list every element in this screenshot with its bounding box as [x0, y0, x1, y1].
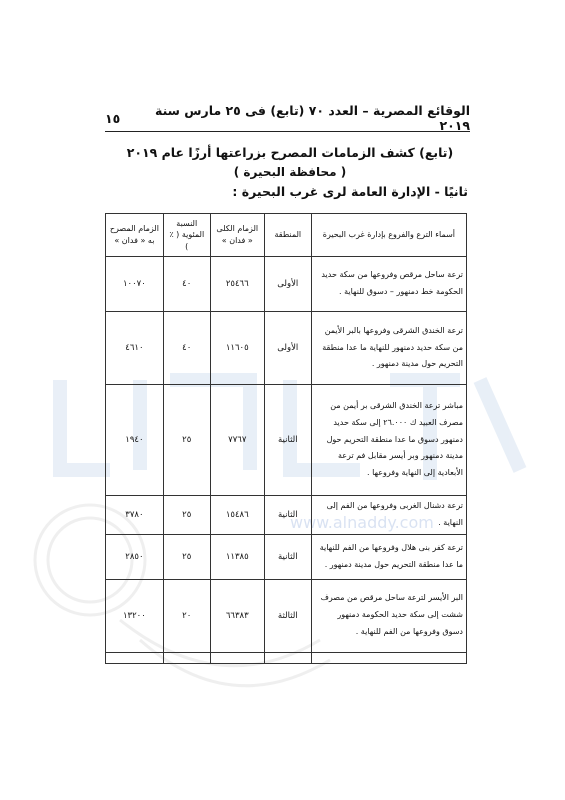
canal-description: ترعة الخندق الشرقى وفروعها بالبر الأيمن من سكة حديد دمنهور للنهاية ما عدا منطقة التحريم حول مدينة دمنهور .	[311, 312, 466, 385]
percentage-cell: ٤٠	[163, 257, 210, 312]
header-percentage: النسبة المئوية ( ٪ )	[163, 214, 210, 257]
permitted-area-cell: ١٩٤٠	[106, 385, 164, 496]
percentage-cell: ٢٥	[163, 385, 210, 496]
table-row	[106, 579, 467, 652]
zone-cell: الأولى	[264, 257, 311, 312]
total-area-cell: ١٥٤٨٦	[210, 496, 264, 535]
permitted-area-cell: ٢٨٥٠	[106, 534, 164, 579]
total-area-cell: ٦٦٣٨٣	[210, 579, 264, 652]
zone-cell: الثانية	[264, 534, 311, 579]
percentage-cell: ٢٥	[163, 496, 210, 535]
total-area-cell: ١١٦٠٥	[210, 312, 264, 385]
table-header-row	[106, 214, 467, 257]
canal-description: ترعة كفر بنى هلال وفروعها من الفم للنهاية ما عدا منطقة التحريم حول مدينة دمنهور .	[311, 534, 466, 579]
zone-cell: الثانية	[264, 496, 311, 535]
watermark-url: www.alnaddy.com	[290, 513, 434, 532]
canal-description: البر الأيسر لترعة ساحل مرقص من مصرف ششت إلى سكة حديد الحكومة دمنهور دسوق وفروعها من الفم للنهاية .	[311, 579, 466, 652]
governorate-subtitle: ( محافظة البحيرة )	[233, 165, 347, 179]
percentage-cell: ٤٠	[163, 312, 210, 385]
header-permitted-area: الزمام المصرح به « فدان »	[106, 214, 164, 257]
permitted-area-cell: ١٠٠٧٠	[106, 257, 164, 312]
canal-description: ترعة ساحل مرقص وفروعها من سكة حديد الحكومة خط دمنهور – دسوق للنهاية .	[311, 257, 466, 312]
zone-cell: الثانية	[264, 385, 311, 496]
rice-area-table	[105, 213, 467, 664]
table-row	[106, 312, 467, 385]
section-title: ثانيًا - الإدارة العامة لرى غرب البحيرة :	[232, 184, 468, 199]
header-divider	[105, 131, 470, 132]
table-row	[106, 385, 467, 496]
page-number: ١٥	[105, 110, 121, 126]
total-area-cell: ١١٣٨٥	[210, 534, 264, 579]
total-area-cell: ٢٥٤٦٦	[210, 257, 264, 312]
canal-description: مباشر ترعة الخندق الشرقى بر أيمن من مصرف العبيد ك ٢٦.٠٠٠ إلى سكة حديد دمنهور دسوق ما عدا منطقة التحريم حول مدينة دمنهور وبر أيسر مقابل فم ترعة الأبعادية إلى النهاية وفروعها .	[311, 385, 466, 496]
permitted-area-cell: ١٣٢٠٠	[106, 579, 164, 652]
header-zone: المنطقة	[264, 214, 311, 257]
total-area-cell: ٧٧٦٧	[210, 385, 264, 496]
canal-description: ترعة دشنال الغربى وفروعها من الفم إلى النهاية .	[311, 496, 466, 535]
percentage-cell: ٢٥	[163, 534, 210, 579]
header-total-area: الزمام الكلى « فدان »	[210, 214, 264, 257]
document-title: (تابع) كشف الزمامات المصرح بزراعتها أرزًا عام ٢٠١٩	[126, 145, 454, 160]
permitted-area-cell: ٤٦١٠	[106, 312, 164, 385]
page-header	[105, 103, 470, 133]
table-row-continued	[106, 652, 467, 663]
percentage-cell: ٢٠	[163, 579, 210, 652]
table-row	[106, 496, 467, 535]
permitted-area-cell: ٣٧٨٠	[106, 496, 164, 535]
table-row	[106, 257, 467, 312]
table-row	[106, 534, 467, 579]
header-canals: أسماء الترع والفروع بإدارة غرب البحيرة	[311, 214, 466, 257]
zone-cell: الأولى	[264, 312, 311, 385]
publication-line: الوقائع المصرية – العدد ٧٠ (تابع) فى ٢٥ مارس سنة ٢٠١٩	[154, 103, 470, 133]
zone-cell: الثالثة	[264, 579, 311, 652]
